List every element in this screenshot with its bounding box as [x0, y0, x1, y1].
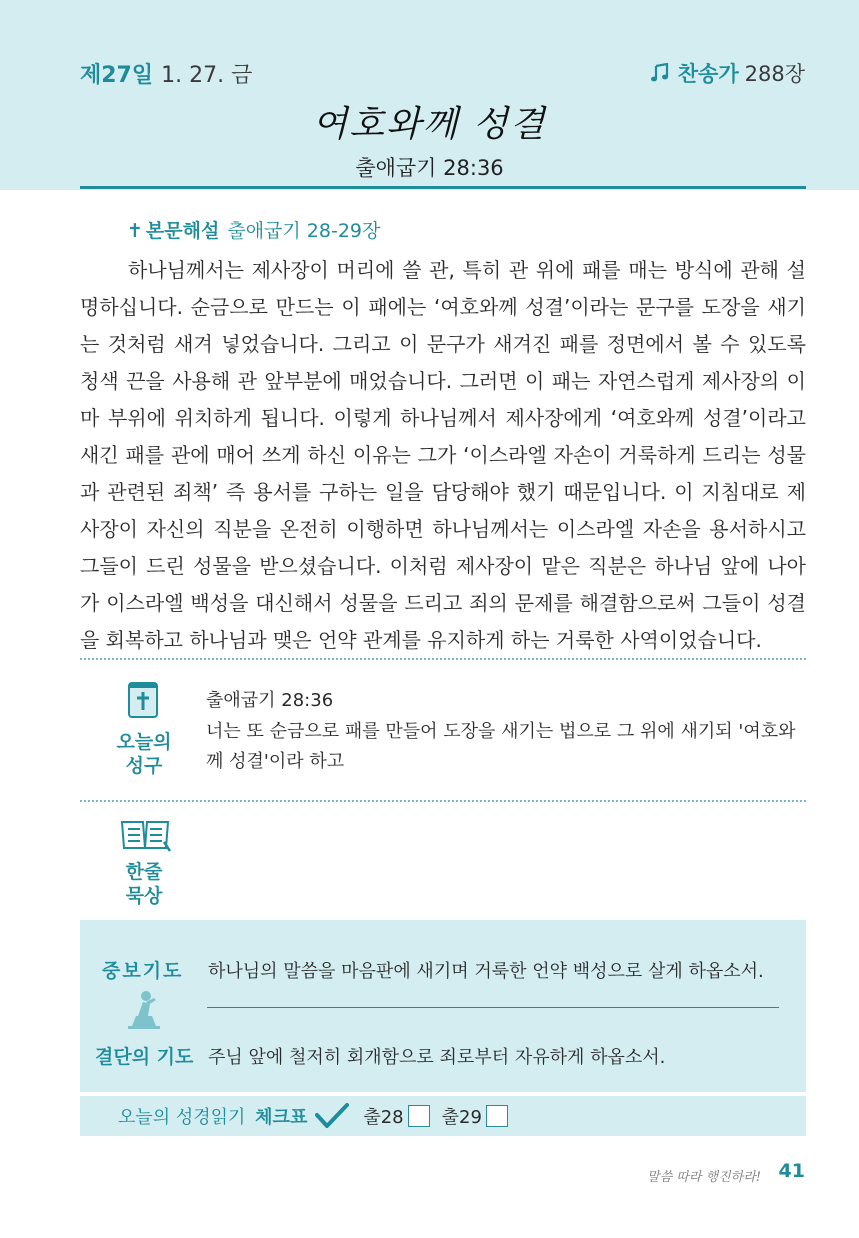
check-item-chapter-28	[363, 1103, 441, 1129]
footer-motto: 말씀 따라 행진하라!	[647, 1170, 761, 1185]
page-number: 41	[778, 1160, 805, 1182]
open-book-icon	[119, 818, 171, 852]
bible-icon	[128, 682, 158, 718]
explanation-range: 출애굽기 28-29장	[227, 220, 381, 242]
day-label: 제27일	[80, 63, 154, 88]
check-item-label: 출28	[363, 1107, 404, 1128]
hymn-number: 288장	[744, 62, 805, 86]
meditation-label	[108, 860, 180, 908]
resolution-text: 주님 앞에 철저히 회개함으로 죄로부터 자유하게 하옵소서.	[208, 1047, 666, 1068]
verse-label	[108, 730, 180, 778]
date: 1. 27. 금	[161, 63, 253, 88]
verse-label-line2: 성구	[125, 755, 163, 777]
intercession-label: 중보기도	[102, 960, 184, 982]
hymn-info	[650, 58, 805, 88]
page-title: 여호와께 성결	[312, 104, 547, 145]
checkbox[interactable]	[408, 1105, 430, 1127]
meditation-label-line2: 묵상	[125, 885, 163, 907]
explanation-label: 본문해설	[145, 220, 220, 242]
checkmark-icon	[315, 1103, 349, 1129]
intercession-text: 하나님의 말씀을 마음판에 새기며 거룩한 언약 백성으로 살게 하옵소서.	[208, 961, 764, 982]
dotted-divider	[80, 658, 806, 660]
cross-icon: ✝	[127, 220, 143, 242]
checklist-label-text: 오늘의 성경읽기	[118, 1107, 246, 1128]
verse-reference: 출애굽기 28:36	[206, 690, 334, 711]
prayer-divider	[207, 1007, 779, 1008]
praying-person-icon	[126, 990, 162, 1032]
meditation-label-line1: 한줄	[125, 861, 163, 883]
explanation-body	[80, 252, 806, 659]
checkbox[interactable]	[486, 1105, 508, 1127]
page-reference: 출애굽기 28:36	[355, 156, 504, 180]
dotted-divider	[80, 800, 806, 802]
explanation-heading	[127, 216, 380, 243]
check-item-label: 출29	[441, 1107, 482, 1128]
reading-checklist	[118, 1103, 520, 1129]
music-note-icon	[650, 63, 670, 83]
header-divider	[80, 186, 806, 189]
check-item-chapter-29	[442, 1103, 520, 1129]
checklist-label-bold: 체크표	[255, 1107, 308, 1128]
checklist-label	[118, 1103, 307, 1129]
hymn-label: 찬송가	[677, 62, 739, 86]
verse-label-line1: 오늘의	[116, 731, 172, 753]
explanation-paragraph: 하나님께서는 제사장이 머리에 쓸 관, 특히 관 위에 패를 매는 방식에 관해 설명하십니다. 순금으로 만드는 이 패에는 ‘여호와께 성결’이라는 문구를 도장을 새기는 것처럼 새겨 넣었습니다. 그리고 이 문구가 새겨진 패를 정면에서 볼 수 있도록 청색 끈을 사용해 관 앞부분에 매었습니다. 그러면 이 패는 자연스럽게 제사장의 이마 부위에 위치하게 됩니다. 이렇게 하나님께서 제사장에게 ‘여호와께 성결’이라고 새긴 패를 관에 매어 쓰게 하신 이유는 그가 ‘이스라엘 자손이 거룩하게 드리는 성물과 관련된 죄책’ 즉 용서를 구하는 일을 담당해야 했기 때문입니다. 이 지침대로 제사장이 자신의 직분을 온전히 이행하면 하나님께서는 이스라엘 자손을 용서하시고 그들이 드린 성물을 받으셨습니다. 이처럼 제사장이 맡은 직분은 하나님 앞에 나아가 이스라엘 백성을 대신해서 성물을 드리고 죄의 문제를 해결함으로써 그들이 성결을 회복하고 하나님과 맺은 언약 관계를 유지하게 하는 거룩한 사역이었습니다.	[80, 258, 806, 652]
verse-text: 너는 또 순금으로 패를 만들어 도장을 새기는 법으로 그 위에 새기되 '여호와께 성결'이라 하고	[206, 721, 796, 772]
resolution-label: 결단의 기도	[95, 1046, 194, 1068]
day-info	[80, 58, 252, 89]
